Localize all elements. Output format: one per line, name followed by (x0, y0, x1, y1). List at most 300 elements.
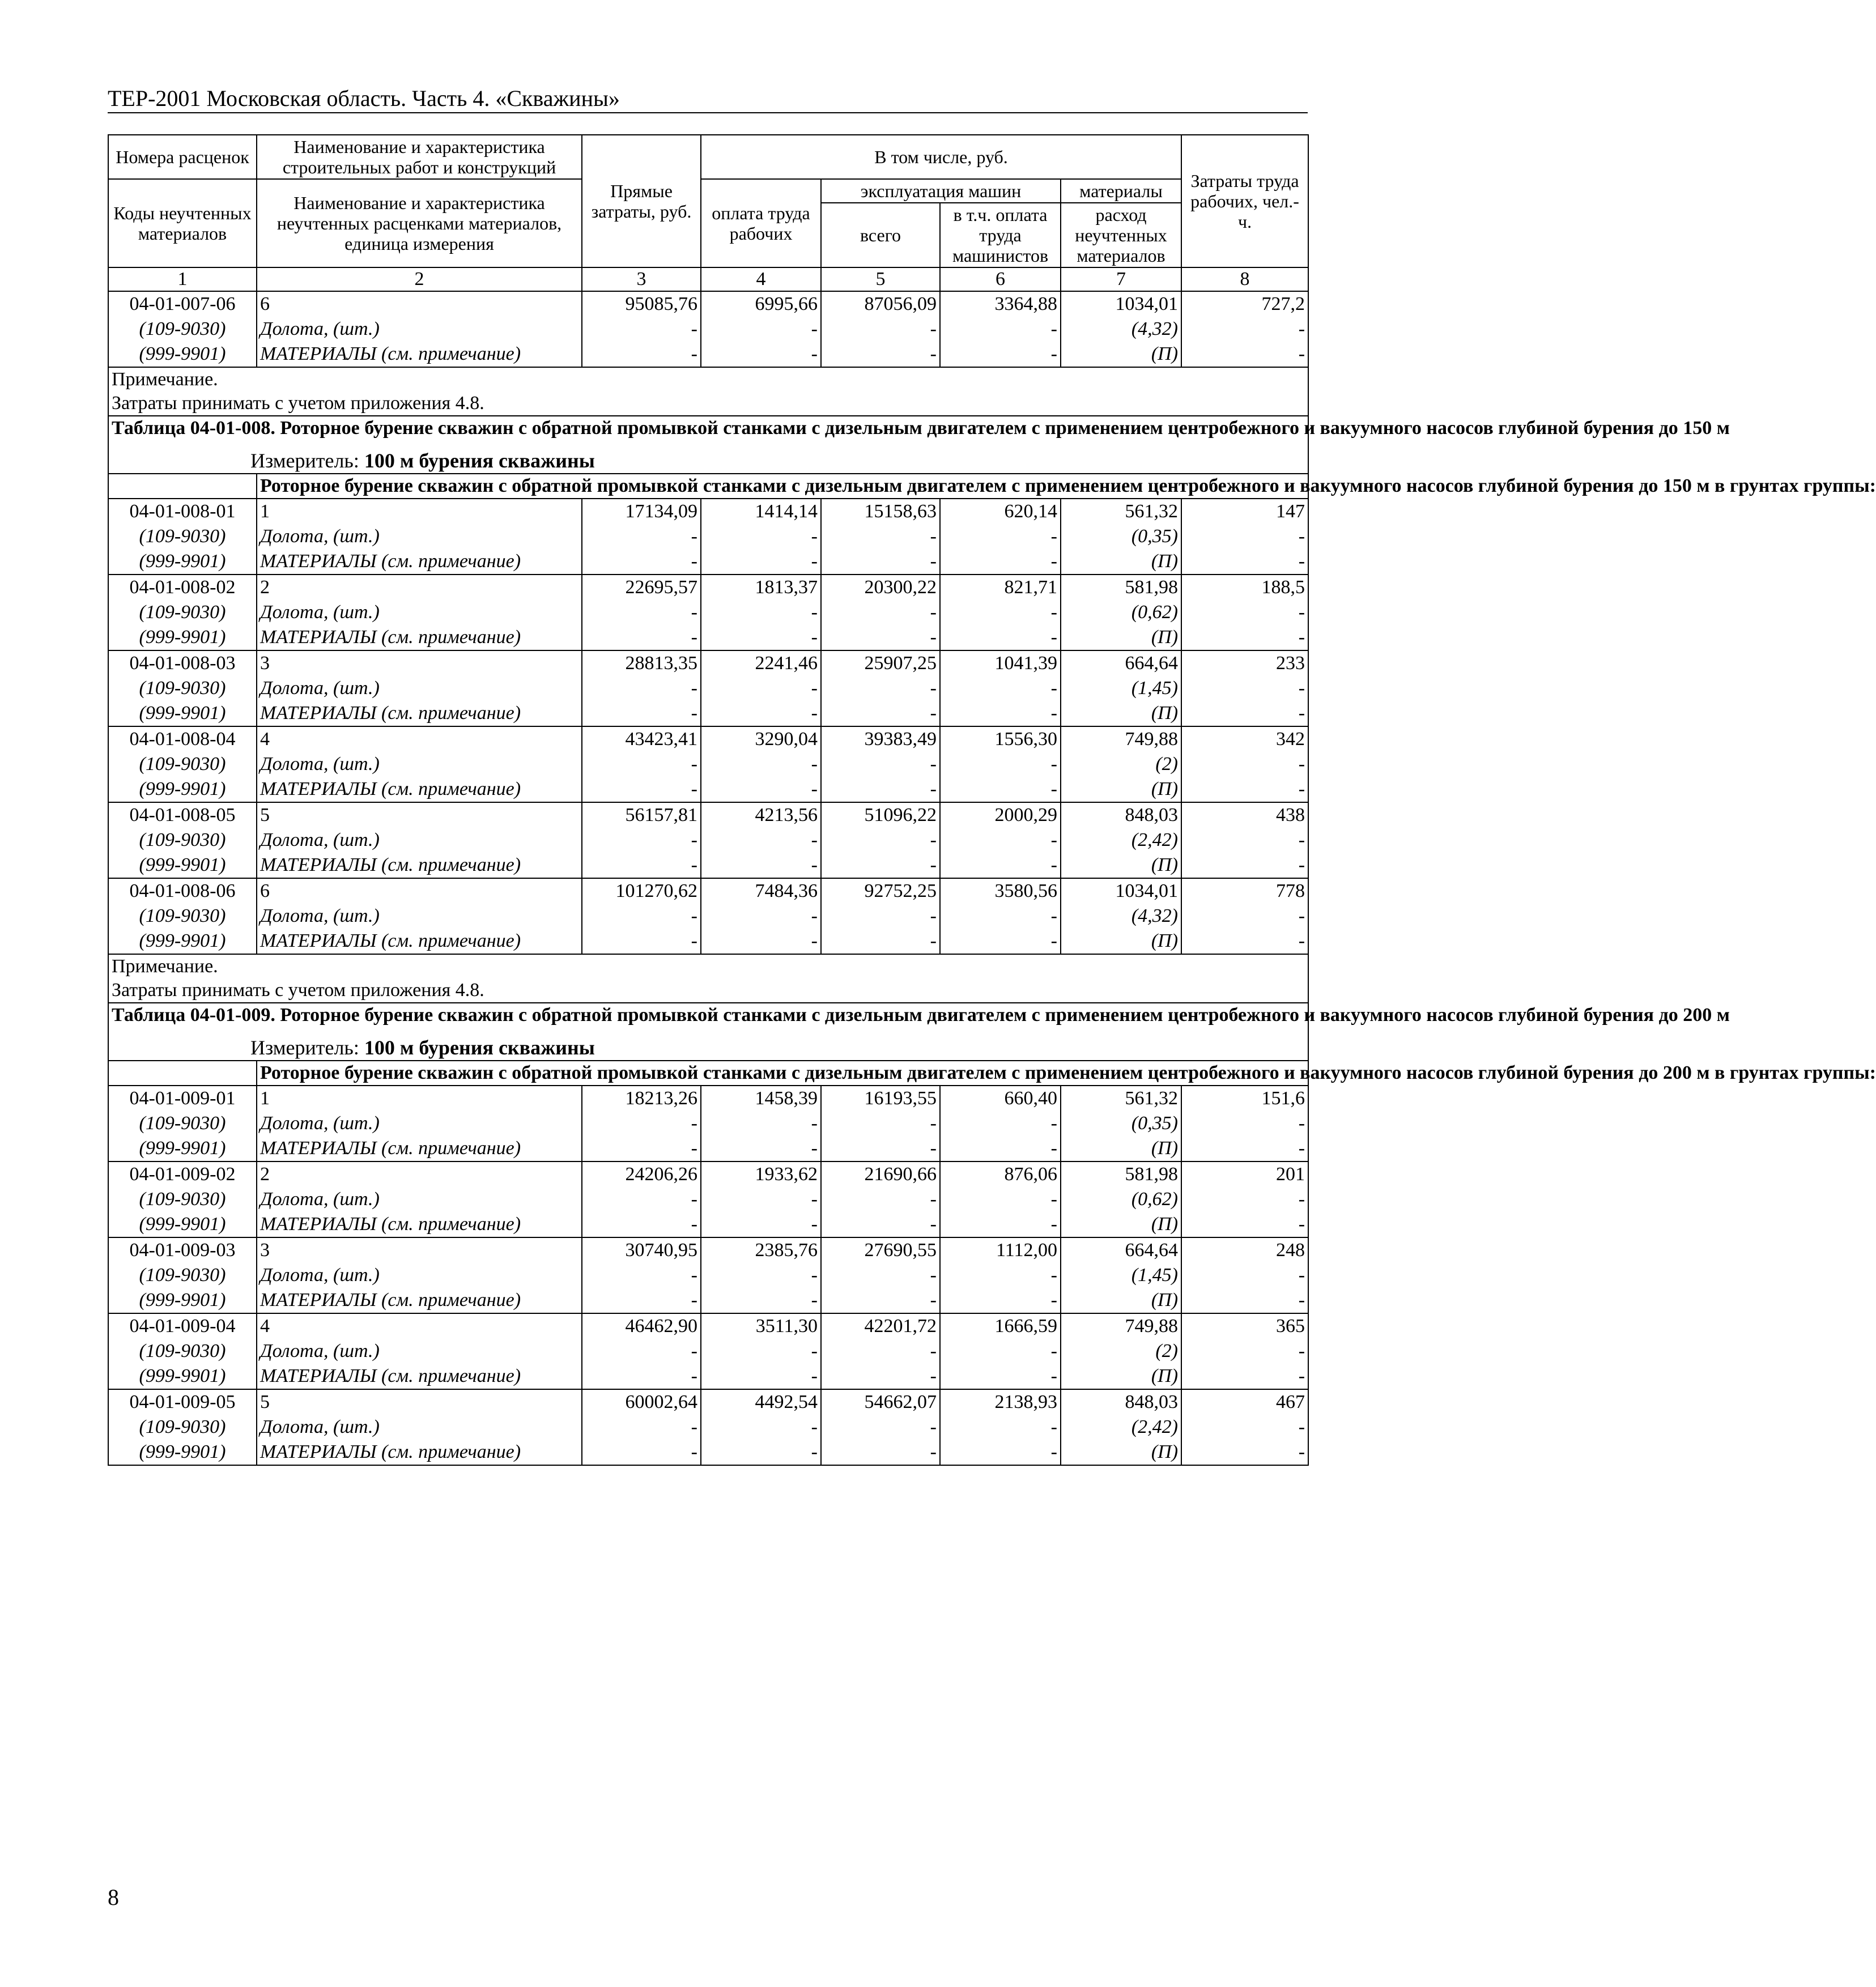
table-row (108, 1212, 1308, 1237)
dash-value: - (940, 828, 1061, 853)
labor-costs: 467 (1181, 1389, 1308, 1415)
col-number: 3 (582, 267, 701, 291)
dash-value: - (821, 1263, 940, 1288)
rate-code: 04-01-009-01 (108, 1086, 257, 1111)
materials-value: 848,03 (1061, 1389, 1181, 1415)
labor-costs: 727,2 (1181, 291, 1308, 317)
operator-pay: 1556,30 (940, 726, 1061, 752)
work-name: 1 (257, 499, 582, 524)
page-number: 8 (108, 1884, 119, 1910)
material-name: МАТЕРИАЛЫ (см. примечание) (257, 929, 582, 954)
dash-value: - (821, 853, 940, 878)
dash-value: - (701, 1339, 821, 1364)
operator-pay: 2138,93 (940, 1389, 1061, 1415)
machines-total: 92752,25 (821, 878, 940, 904)
work-name: 1 (257, 1086, 582, 1111)
measure-value: 100 м бурения скважины (364, 449, 595, 472)
dash-value: - (1181, 1440, 1308, 1465)
dash-value: - (582, 1440, 701, 1465)
operator-pay: 3364,88 (940, 291, 1061, 317)
labor-costs: 342 (1181, 726, 1308, 752)
operator-pay: 2000,29 (940, 802, 1061, 828)
col-number: 2 (257, 267, 582, 291)
dash-value: - (582, 1364, 701, 1389)
material-quantity: (П) (1061, 342, 1181, 367)
table-row (108, 701, 1308, 726)
rate-code: 04-01-009-04 (108, 1313, 257, 1339)
dash-value: - (940, 853, 1061, 878)
materials-value: 561,32 (1061, 499, 1181, 524)
machines-total: 54662,07 (821, 1389, 940, 1415)
table-row (108, 1111, 1308, 1136)
dash-value: - (940, 1111, 1061, 1136)
direct-costs: 30740,95 (582, 1237, 701, 1263)
material-name: Долота, (шт.) (257, 752, 582, 777)
dash-value: - (582, 777, 701, 802)
labor-costs: 151,6 (1181, 1086, 1308, 1111)
material-name: Долота, (шт.) (257, 1339, 582, 1364)
group-title: Роторное бурение скважин с обратной промывкой станками с дизельным двигателем с применением центробежного и вакуумного насосов глубиной бурения до 150 м в грунтах группы: (257, 474, 1308, 499)
dash-value: - (1181, 1415, 1308, 1440)
labor-pay: 2385,76 (701, 1237, 821, 1263)
table-row (108, 1313, 1308, 1339)
material-code: (999-9901) (108, 1440, 257, 1465)
material-name: Долота, (шт.) (257, 600, 582, 625)
labor-pay: 1933,62 (701, 1161, 821, 1187)
dash-value: - (701, 1263, 821, 1288)
dash-value: - (821, 625, 940, 650)
labor-pay: 6995,66 (701, 291, 821, 317)
material-name: Долота, (шт.) (257, 904, 582, 929)
material-code: (109-9030) (108, 1339, 257, 1364)
labor-pay: 7484,36 (701, 878, 821, 904)
dash-value: - (701, 1111, 821, 1136)
dash-value: - (821, 1136, 940, 1161)
col-header-unaccounted-materials: расход неучтенных материалов (1061, 203, 1181, 267)
group-spacer (108, 1061, 257, 1086)
materials-value: 581,98 (1061, 1161, 1181, 1187)
material-code: (999-9901) (108, 929, 257, 954)
page-header-title: ТЕР-2001 Московская область. Часть 4. «Скважины» (108, 86, 620, 111)
labor-pay: 3511,30 (701, 1313, 821, 1339)
dash-value: - (940, 929, 1061, 954)
dash-value: - (940, 1339, 1061, 1364)
dash-value: - (701, 1440, 821, 1465)
col-header-direct-costs: Прямые затраты, руб. (582, 135, 701, 267)
machines-total: 15158,63 (821, 499, 940, 524)
material-code: (109-9030) (108, 1263, 257, 1288)
material-name: Долота, (шт.) (257, 1263, 582, 1288)
table-row (108, 1288, 1308, 1313)
work-name: 2 (257, 1161, 582, 1187)
note-text: Затраты принимать с учетом приложения 4.8. (112, 980, 484, 1001)
dash-value: - (582, 342, 701, 367)
dash-value: - (701, 625, 821, 650)
note (108, 367, 1308, 416)
material-name: Долота, (шт.) (257, 1187, 582, 1212)
dash-value: - (701, 853, 821, 878)
material-code: (109-9030) (108, 904, 257, 929)
table-row (108, 1339, 1308, 1364)
dash-value: - (582, 1415, 701, 1440)
direct-costs: 18213,26 (582, 1086, 701, 1111)
dash-value: - (940, 904, 1061, 929)
machines-total: 16193,55 (821, 1086, 940, 1111)
material-name: Долота, (шт.) (257, 524, 582, 549)
material-quantity: (2,42) (1061, 828, 1181, 853)
header-rule (108, 112, 1308, 113)
table-row (108, 853, 1308, 878)
dash-value: - (821, 600, 940, 625)
material-code: (109-9030) (108, 828, 257, 853)
work-name: 2 (257, 575, 582, 600)
material-code: (109-9030) (108, 1111, 257, 1136)
dash-value: - (940, 701, 1061, 726)
note-title: Примечание. (112, 369, 218, 390)
table-row (108, 904, 1308, 929)
operator-pay: 3580,56 (940, 878, 1061, 904)
dash-value: - (940, 625, 1061, 650)
material-name: Долота, (шт.) (257, 828, 582, 853)
table-row (108, 1440, 1308, 1465)
dash-value: - (701, 828, 821, 853)
materials-value: 749,88 (1061, 1313, 1181, 1339)
dash-value: - (1181, 828, 1308, 853)
col-number: 5 (821, 267, 940, 291)
machines-total: 42201,72 (821, 1313, 940, 1339)
dash-value: - (701, 1415, 821, 1440)
dash-value: - (582, 752, 701, 777)
labor-pay: 3290,04 (701, 726, 821, 752)
table-row (108, 317, 1308, 342)
rate-code: 04-01-008-04 (108, 726, 257, 752)
dash-value: - (940, 524, 1061, 549)
dash-value: - (582, 524, 701, 549)
materials-value: 664,64 (1061, 650, 1181, 676)
materials-value: 848,03 (1061, 802, 1181, 828)
material-quantity: (П) (1061, 625, 1181, 650)
material-code: (999-9901) (108, 1288, 257, 1313)
material-quantity: (0,62) (1061, 1187, 1181, 1212)
dash-value: - (701, 929, 821, 954)
table-row (108, 549, 1308, 575)
material-quantity: (1,45) (1061, 676, 1181, 701)
dash-value: - (821, 1339, 940, 1364)
table-title-block (108, 416, 1730, 474)
work-name: 6 (257, 291, 582, 317)
dash-value: - (1181, 342, 1308, 367)
dash-value: - (701, 1212, 821, 1237)
measure-unit (250, 1035, 1305, 1060)
materials-value: 749,88 (1061, 726, 1181, 752)
col-header-material-codes: Коды неучтенных материалов (108, 179, 257, 267)
dash-value: - (701, 1364, 821, 1389)
col-header-machines-total: всего (821, 203, 940, 267)
operator-pay: 660,40 (940, 1086, 1061, 1111)
dash-value: - (1181, 600, 1308, 625)
dash-value: - (940, 1187, 1061, 1212)
material-name: МАТЕРИАЛЫ (см. примечание) (257, 853, 582, 878)
material-code: (999-9901) (108, 1212, 257, 1237)
col-header-labor-pay: оплата труда рабочих (701, 179, 821, 267)
material-code: (999-9901) (108, 853, 257, 878)
dash-value: - (1181, 1212, 1308, 1237)
dash-value: - (1181, 1136, 1308, 1161)
machines-total: 21690,66 (821, 1161, 940, 1187)
direct-costs: 28813,35 (582, 650, 701, 676)
material-code: (109-9030) (108, 752, 257, 777)
table-row (108, 1161, 1308, 1187)
material-name: МАТЕРИАЛЫ (см. примечание) (257, 777, 582, 802)
material-quantity: (2) (1061, 752, 1181, 777)
dash-value: - (821, 1415, 940, 1440)
dash-value: - (821, 828, 940, 853)
labor-pay: 4213,56 (701, 802, 821, 828)
work-name: 5 (257, 802, 582, 828)
dash-value: - (940, 752, 1061, 777)
rate-code: 04-01-008-06 (108, 878, 257, 904)
material-code: (999-9901) (108, 549, 257, 575)
material-name: МАТЕРИАЛЫ (см. примечание) (257, 701, 582, 726)
material-quantity: (П) (1061, 549, 1181, 575)
material-quantity: (0,35) (1061, 524, 1181, 549)
dash-value: - (940, 1440, 1061, 1465)
material-name: МАТЕРИАЛЫ (см. примечание) (257, 1440, 582, 1465)
table-row (108, 1237, 1308, 1263)
labor-pay: 1813,37 (701, 575, 821, 600)
machines-total: 39383,49 (821, 726, 940, 752)
dash-value: - (701, 524, 821, 549)
dash-value: - (940, 1364, 1061, 1389)
material-name: Долота, (шт.) (257, 317, 582, 342)
table-row (108, 676, 1308, 701)
table-row (108, 625, 1308, 650)
dash-value: - (701, 549, 821, 575)
material-quantity: (П) (1061, 1440, 1181, 1465)
material-name: МАТЕРИАЛЫ (см. примечание) (257, 1364, 582, 1389)
work-name: 4 (257, 1313, 582, 1339)
dash-value: - (1181, 752, 1308, 777)
dash-value: - (821, 317, 940, 342)
col-number: 6 (940, 267, 1061, 291)
dash-value: - (940, 549, 1061, 575)
direct-costs: 60002,64 (582, 1389, 701, 1415)
price-table (108, 134, 1876, 1466)
dash-value: - (701, 1136, 821, 1161)
dash-value: - (701, 600, 821, 625)
measure-value: 100 м бурения скважины (364, 1036, 595, 1059)
col-number: 8 (1181, 267, 1308, 291)
table-title-block (108, 1003, 1730, 1061)
labor-pay: 1414,14 (701, 499, 821, 524)
machines-total: 27690,55 (821, 1237, 940, 1263)
material-code: (999-9901) (108, 625, 257, 650)
table-row (108, 342, 1308, 367)
col-header-rate-numbers: Номера расценок (108, 135, 257, 179)
dash-value: - (1181, 701, 1308, 726)
material-quantity: (4,32) (1061, 904, 1181, 929)
table-row (108, 752, 1308, 777)
materials-value: 1034,01 (1061, 291, 1181, 317)
note-text: Затраты принимать с учетом приложения 4.8. (112, 393, 484, 414)
col-header-work-name: Наименование и характеристика строительных работ и конструкций (257, 135, 582, 179)
col-number: 1 (108, 267, 257, 291)
material-quantity: (П) (1061, 1364, 1181, 1389)
labor-pay: 2241,46 (701, 650, 821, 676)
measure-label: Измеритель: (250, 1036, 359, 1059)
rate-code: 04-01-008-05 (108, 802, 257, 828)
dash-value: - (582, 1288, 701, 1313)
labor-pay: 1458,39 (701, 1086, 821, 1111)
material-code: (999-9901) (108, 777, 257, 802)
table-row (108, 575, 1308, 600)
dash-value: - (821, 1111, 940, 1136)
table-row (108, 828, 1308, 853)
rate-code: 04-01-009-03 (108, 1237, 257, 1263)
rate-code: 04-01-009-05 (108, 1389, 257, 1415)
col-header-operator-pay: в т.ч. оплата труда машинистов (940, 203, 1061, 267)
machines-total: 51096,22 (821, 802, 940, 828)
table-row (108, 499, 1308, 524)
direct-costs: 56157,81 (582, 802, 701, 828)
dash-value: - (1181, 1263, 1308, 1288)
col-header-materials: материалы (1061, 179, 1181, 203)
note (108, 954, 1308, 1003)
table-row (108, 650, 1308, 676)
labor-costs: 201 (1181, 1161, 1308, 1187)
material-quantity: (4,32) (1061, 317, 1181, 342)
rate-code: 04-01-008-02 (108, 575, 257, 600)
measure-label: Измеритель: (250, 449, 359, 472)
material-code: (109-9030) (108, 676, 257, 701)
dash-value: - (821, 524, 940, 549)
col-header-labor-costs: Затраты труда рабочих, чел.-ч. (1181, 135, 1308, 267)
material-name: МАТЕРИАЛЫ (см. примечание) (257, 1288, 582, 1313)
dash-value: - (1181, 1111, 1308, 1136)
group-title: Роторное бурение скважин с обратной промывкой станками с дизельным двигателем с применением центробежного и вакуумного насосов глубиной бурения до 200 м в грунтах группы: (257, 1061, 1308, 1086)
direct-costs: 101270,62 (582, 878, 701, 904)
material-code: (999-9901) (108, 1136, 257, 1161)
material-quantity: (0,35) (1061, 1111, 1181, 1136)
material-code: (109-9030) (108, 600, 257, 625)
dash-value: - (582, 600, 701, 625)
table-row (108, 878, 1308, 904)
dash-value: - (582, 1187, 701, 1212)
material-quantity: (2) (1061, 1339, 1181, 1364)
note-title: Примечание. (112, 956, 218, 977)
material-code: (109-9030) (108, 1187, 257, 1212)
direct-costs: 22695,57 (582, 575, 701, 600)
dash-value: - (1181, 1364, 1308, 1389)
table-row (108, 1187, 1308, 1212)
material-code: (999-9901) (108, 701, 257, 726)
dash-value: - (821, 342, 940, 367)
dash-value: - (701, 777, 821, 802)
dash-value: - (701, 342, 821, 367)
measure-unit (250, 448, 1305, 473)
labor-costs: 147 (1181, 499, 1308, 524)
dash-value: - (940, 317, 1061, 342)
dash-value: - (821, 904, 940, 929)
dash-value: - (821, 701, 940, 726)
table-title: Таблица 04-01-009. Роторное бурение скважин с обратной промывкой станками с дизельным двигателем с применением центробежного и вакуумного насосов глубиной бурения до 200 м (112, 1005, 1730, 1026)
col-header-material-name: Наименование и характеристика неучтенных расценками материалов, единица измерения (257, 179, 582, 267)
table-row (108, 1415, 1308, 1440)
operator-pay: 876,06 (940, 1161, 1061, 1187)
dash-value: - (582, 549, 701, 575)
direct-costs: 17134,09 (582, 499, 701, 524)
table-row (108, 291, 1308, 317)
table-row (108, 1364, 1308, 1389)
dash-value: - (582, 676, 701, 701)
operator-pay: 620,14 (940, 499, 1061, 524)
material-quantity: (1,45) (1061, 1263, 1181, 1288)
dash-value: - (582, 1263, 701, 1288)
material-quantity: (П) (1061, 1288, 1181, 1313)
material-quantity: (П) (1061, 701, 1181, 726)
material-name: Долота, (шт.) (257, 676, 582, 701)
group-spacer (108, 474, 257, 499)
material-name: МАТЕРИАЛЫ (см. примечание) (257, 1136, 582, 1161)
labor-costs: 248 (1181, 1237, 1308, 1263)
dash-value: - (582, 853, 701, 878)
material-code: (109-9030) (108, 524, 257, 549)
material-code: (999-9901) (108, 342, 257, 367)
table-row (108, 726, 1308, 752)
dash-value: - (701, 317, 821, 342)
dash-value: - (821, 549, 940, 575)
operator-pay: 1666,59 (940, 1313, 1061, 1339)
dash-value: - (821, 1212, 940, 1237)
labor-costs: 233 (1181, 650, 1308, 676)
dash-value: - (940, 1288, 1061, 1313)
material-quantity: (0,62) (1061, 600, 1181, 625)
direct-costs: 24206,26 (582, 1161, 701, 1187)
material-quantity: (П) (1061, 853, 1181, 878)
col-header-including: В том числе, руб. (701, 135, 1181, 179)
dash-value: - (701, 1288, 821, 1313)
dash-value: - (701, 1187, 821, 1212)
dash-value: - (1181, 777, 1308, 802)
dash-value: - (1181, 549, 1308, 575)
material-quantity: (П) (1061, 777, 1181, 802)
operator-pay: 1112,00 (940, 1237, 1061, 1263)
dash-value: - (582, 828, 701, 853)
dash-value: - (821, 1364, 940, 1389)
table-row (108, 1389, 1308, 1415)
work-name: 4 (257, 726, 582, 752)
material-code: (109-9030) (108, 1415, 257, 1440)
dash-value: - (940, 1212, 1061, 1237)
dash-value: - (582, 1136, 701, 1161)
dash-value: - (940, 1415, 1061, 1440)
materials-value: 581,98 (1061, 575, 1181, 600)
operator-pay: 1041,39 (940, 650, 1061, 676)
table-row (108, 1136, 1308, 1161)
labor-pay: 4492,54 (701, 1389, 821, 1415)
dash-value: - (1181, 904, 1308, 929)
material-quantity: (2,42) (1061, 1415, 1181, 1440)
table-row (108, 600, 1308, 625)
dash-value: - (821, 676, 940, 701)
table-row (108, 1263, 1308, 1288)
labor-costs: 778 (1181, 878, 1308, 904)
dash-value: - (582, 1212, 701, 1237)
col-number: 4 (701, 267, 821, 291)
labor-costs: 188,5 (1181, 575, 1308, 600)
dash-value: - (940, 342, 1061, 367)
dash-value: - (940, 1136, 1061, 1161)
